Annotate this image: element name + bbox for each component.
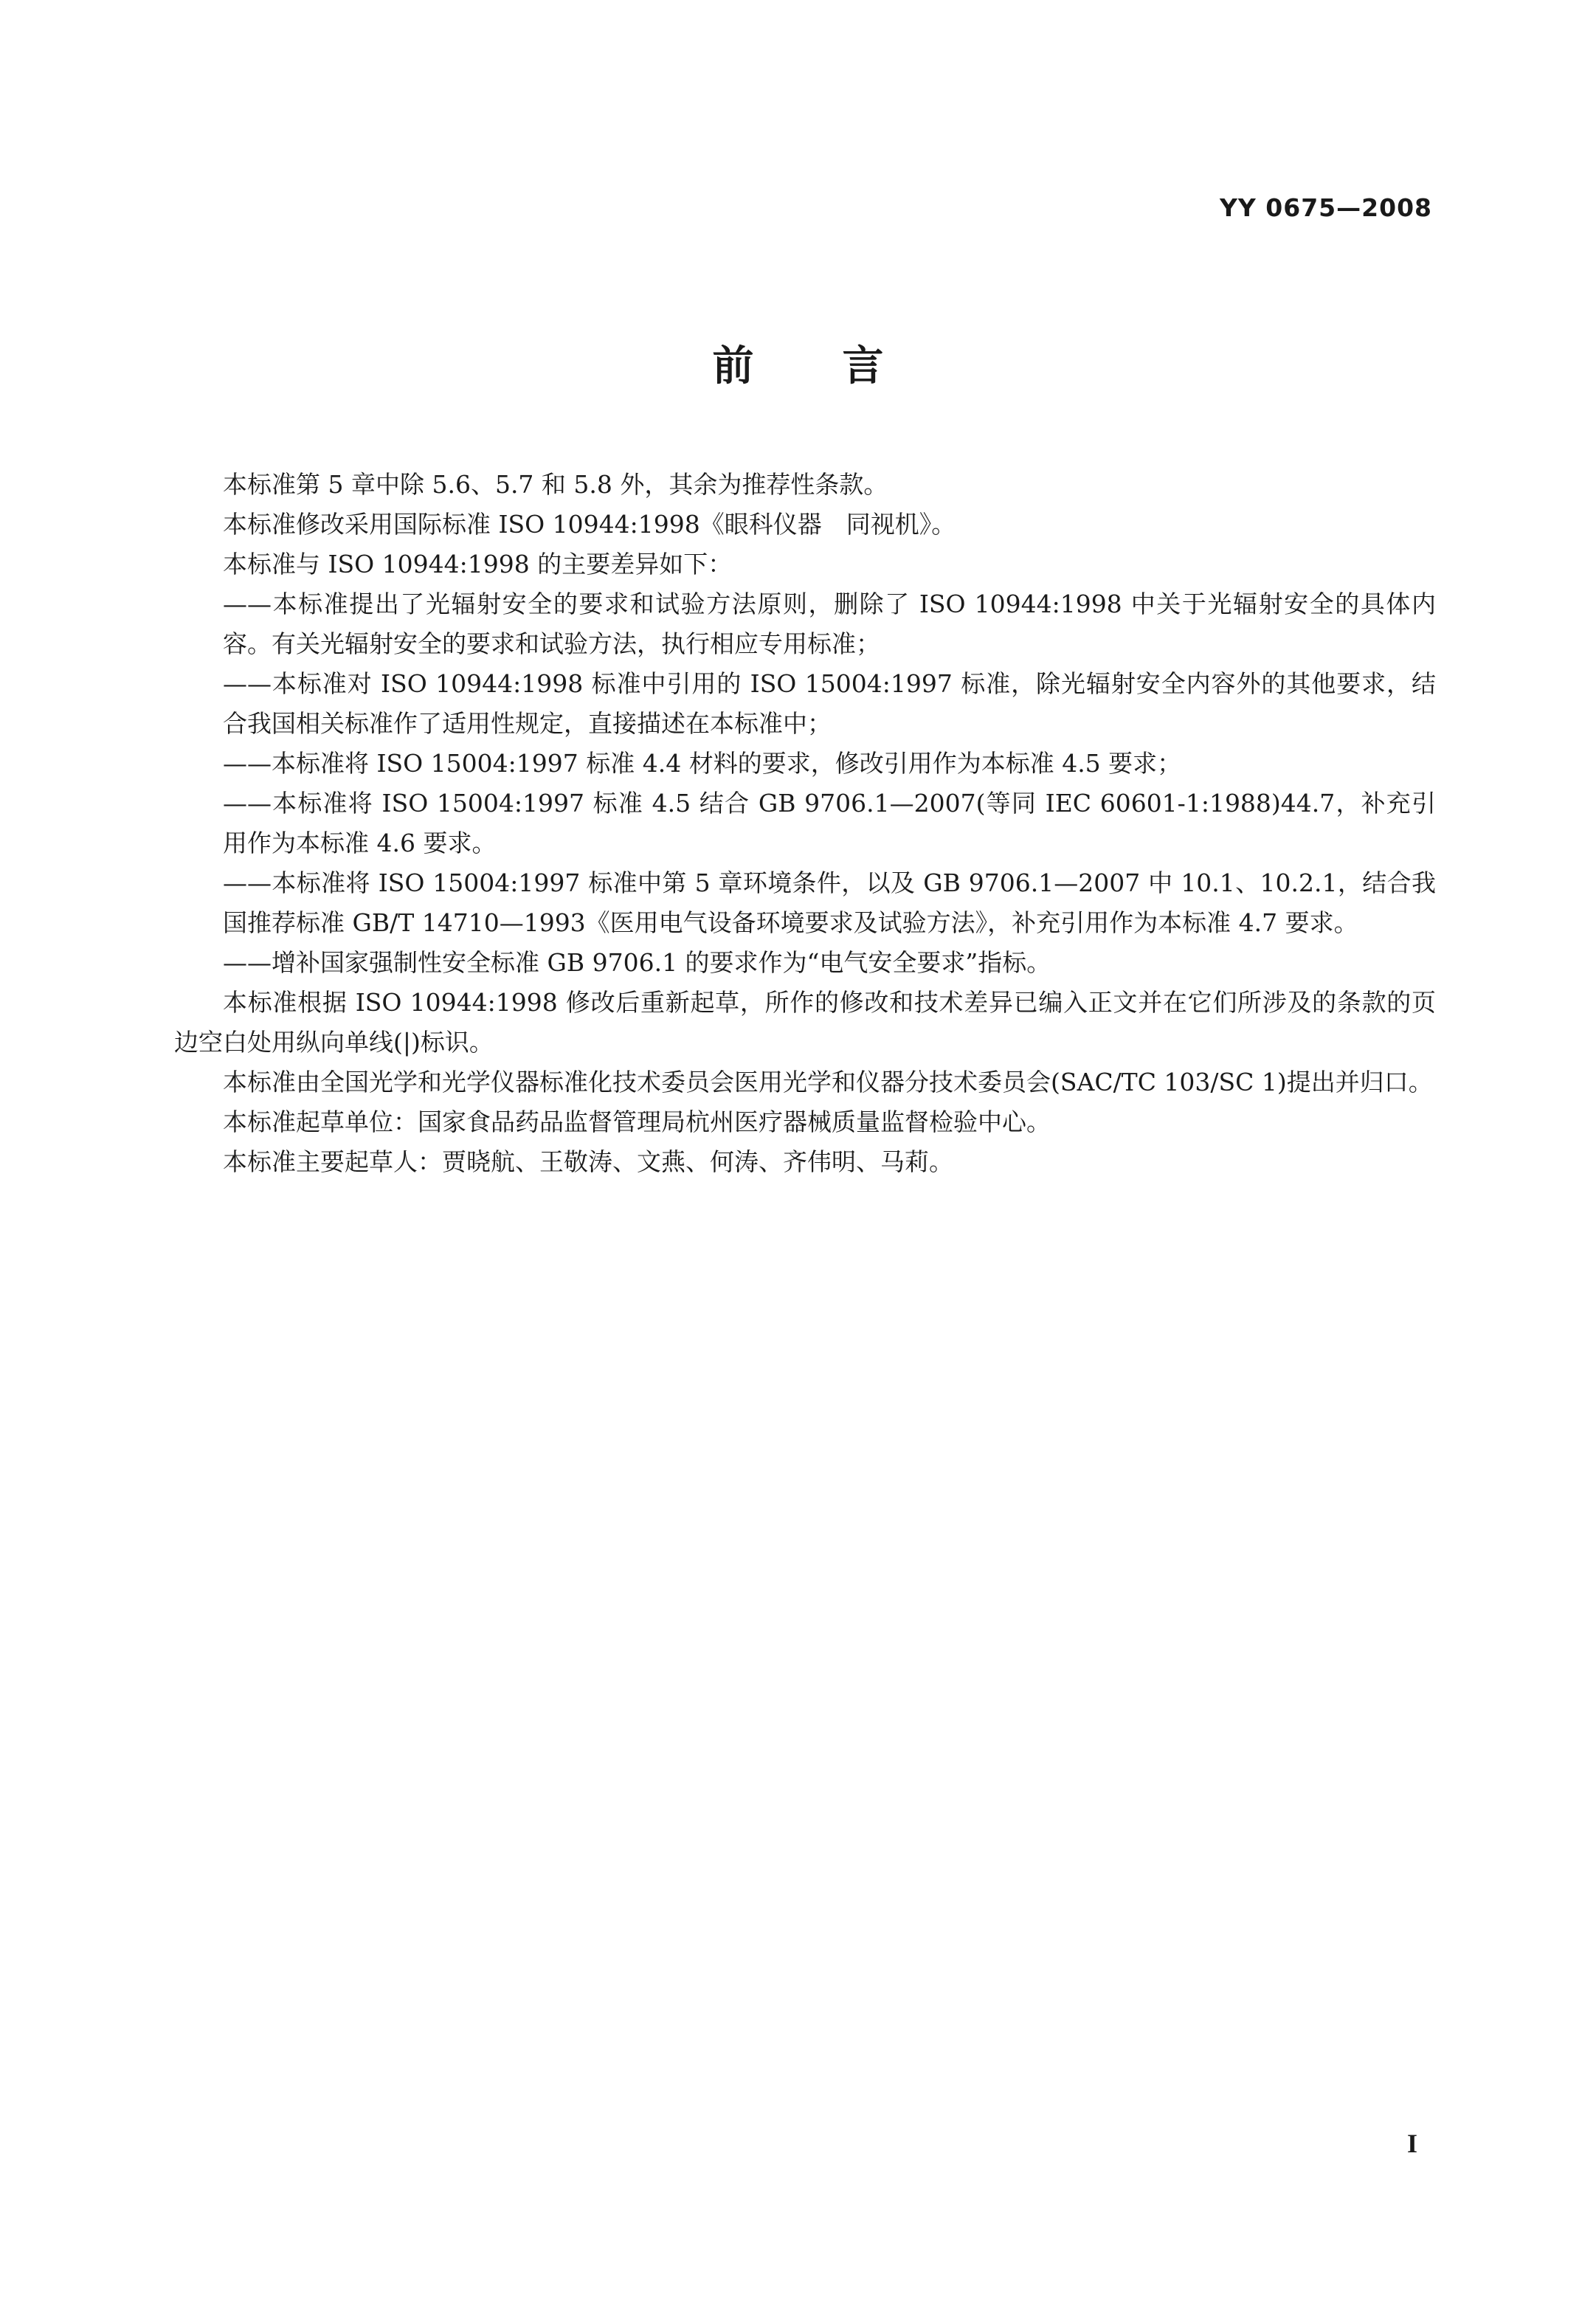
difference-item-1: ——本标准提出了光辐射安全的要求和试验方法原则，删除了 ISO 10944:1998 中关于光辐射安全的具体内容。有关光辐射安全的要求和试验方法，执行相应专用标准； [223, 590, 1436, 658]
page-title: 前言 [712, 342, 973, 390]
paragraph-drafters: 本标准主要起草人：贾晓航、王敬涛、文燕、何涛、齐伟明、马莉。 [223, 1147, 953, 1176]
paragraph-drafting-unit: 本标准起草单位：国家食品药品监督管理局杭州医疗器械质量监督检验中心。 [223, 1108, 1051, 1136]
paragraph-redrafting: 本标准根据 ISO 10944:1998 修改后重新起草，所作的修改和技术差异已编入正文并在它们所涉及的条款的页边空白处用纵向单线(|)标识。 [174, 988, 1436, 1057]
paragraph-adoption: 本标准修改采用国际标准 ISO 10944:1998《眼科仪器 同视机》。 [223, 510, 956, 539]
standard-code: YY 0675—2008 [1220, 193, 1432, 222]
difference-item-5: ——本标准将 ISO 15004:1997 标准中第 5 章环境条件，以及 GB 9706.1—2007 中 10.1、10.2.1，结合我国推荐标准 GB/T 14710—1993《医用电气设备环境要求及试验方法》，补充引用作为本标准 4.7 要求。 [223, 868, 1436, 937]
paragraph-proposer: 本标准由全国光学和光学仪器标准化技术委员会医用光学和仪器分技术委员会(SAC/TC 103/SC 1)提出并归口。 [223, 1068, 1433, 1096]
foreword-body [174, 465, 1436, 1182]
page-number: I [1406, 2129, 1417, 2158]
difference-item-4: ——本标准将 ISO 15004:1997 标准 4.5 结合 GB 9706.1—2007(等同 IEC 60601-1:1988)44.7，补充引用作为本标准 4.6 要求。 [223, 789, 1436, 857]
paragraph-differences-intro: 本标准与 ISO 10944:1998 的主要差异如下： [223, 550, 733, 578]
difference-item-3: ——本标准将 ISO 15004:1997 标准 4.4 材料的要求，修改引用作为本标准 4.5 要求； [223, 749, 1182, 778]
difference-item-6: ——增补国家强制性安全标准 GB 9706.1 的要求作为“电气安全要求”指标。 [223, 948, 1051, 977]
difference-item-2: ——本标准对 ISO 10944:1998 标准中引用的 ISO 15004:1997 标准，除光辐射安全内容外的其他要求，结合我国相关标准作了适用性规定，直接描述在本标准中； [223, 669, 1436, 738]
paragraph-scope: 本标准第 5 章中除 5.6、5.7 和 5.8 外，其余为推荐性条款。 [223, 470, 888, 499]
